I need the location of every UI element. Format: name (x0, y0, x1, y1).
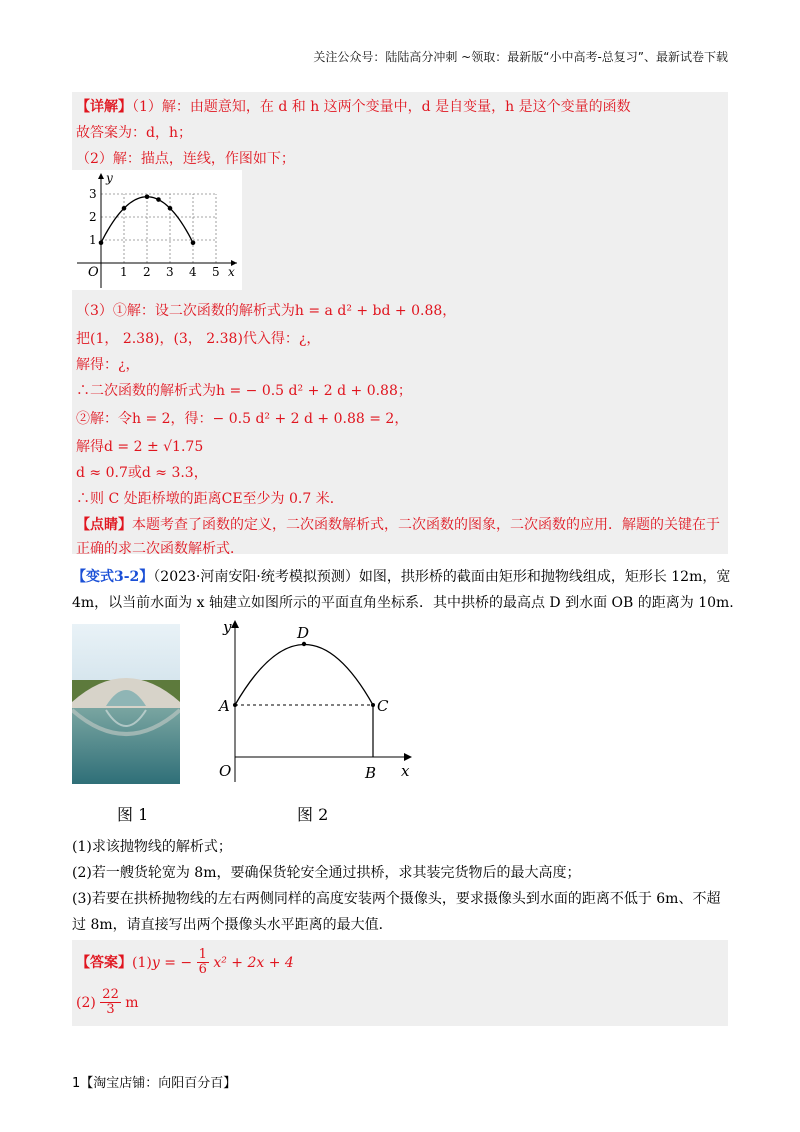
detail-p5: 解得：¿， (76, 357, 140, 373)
page-header: 关注公众号：陆陆高分冲刺 ~领取：最新版“小中高考-总复习”、最新试卷下载 (313, 50, 728, 64)
x-tick-label: 5 (212, 265, 220, 279)
detail-p8: 解得d = 2 ± √1.75 (76, 439, 204, 455)
detail-p4: 把(1， 2.38)，(3， 2.38)代入得：¿， (76, 331, 321, 347)
data-point (156, 197, 161, 202)
detail-p1b: 故答案为：d，h； (76, 125, 192, 141)
x-tick-label: 3 (166, 265, 174, 279)
detail-p3: （3）①解：设二次函数的解析式为h = a d² + bd + 0.88， (76, 303, 457, 319)
x-tick-label: 2 (143, 265, 151, 279)
fraction-1-6: $\frac{1}{6}$ (198, 947, 207, 978)
question-1: (1)求该抛物线的解析式； (72, 839, 232, 855)
label-o: O (219, 762, 232, 780)
tip-line1: 【点睛】本题考查了函数的定义，二次函数解析式，二次函数的图象，二次函数的应用．解题的关键在于 (76, 517, 720, 533)
tip-line2: 正确的求二次函数解析式． (76, 541, 244, 557)
point-d (302, 642, 306, 646)
detail-label: 【详解】 (76, 99, 132, 115)
label-y: y (223, 618, 232, 636)
y-axis-label: y (106, 171, 113, 185)
question-2: (2)若一艘货轮宽为 8m，要确保货轮安全通过拱桥，求其装完货物后的最大高度； (72, 865, 581, 881)
y-tick-label: 1 (89, 233, 97, 247)
data-point (191, 240, 196, 245)
question-3-cont: 过 8m，请直接写出两个摄像头水平距离的最大值． (72, 917, 393, 933)
caption-fig2: 图 2 (297, 805, 329, 824)
data-point (145, 194, 150, 199)
point-c (371, 703, 375, 707)
detail-p1: 【详解】（1）解：由题意知，在 d 和 h 这两个变量中，d 是自变量，h 是这个变量的函数 (76, 99, 631, 115)
answer-line2: (2) $\frac{22}{3}$ m (76, 987, 139, 1018)
x-tick-label: 4 (189, 265, 197, 279)
detail-p9: d ≈ 0.7或d ≈ 3.3， (76, 465, 208, 481)
variant-line2: 4m，以当前水面为 x 轴建立如图所示的平面直角坐标系．其中拱桥的最高点 D 到水面 OB 的距离为 10m. (72, 595, 734, 611)
label-c: C (377, 697, 389, 715)
origin-label: O (88, 265, 99, 280)
parabola-graph (72, 170, 242, 290)
bridge-coordinate-figure (205, 612, 420, 792)
tip-label: 【点睛】 (76, 517, 132, 533)
bridge-photo (72, 624, 180, 784)
variant-label: 【变式3-2】 (72, 569, 154, 585)
x-tick-label: 1 (120, 265, 128, 279)
page-footer: 1【淘宝店铺：向阳百分百】 (72, 1076, 237, 1091)
question-3: (3)若要在拱桥抛物线的左右两侧同样的高度安装两个摄像头，要求摄像头到水面的距离不低于 6m、不超 (72, 891, 721, 907)
detail-p10: ∴则 C 处距桥墩的距离CE至少为 0.7 米． (76, 491, 344, 507)
detail-p6: ∴二次函数的解析式为h = − 0.5 d² + 2 d + 0.88； (76, 383, 412, 399)
detail-p7: ②解：令h = 2，得：− 0.5 d² + 2 d + 0.88 = 2， (76, 411, 409, 427)
y-tick-label: 2 (89, 210, 97, 224)
answer-label: 【答案】 (76, 954, 132, 971)
x-axis-label: x (228, 265, 235, 279)
detail-p2: （2）解：描点，连线，作图如下； (76, 151, 295, 167)
label-x: x (401, 762, 410, 780)
data-point (168, 206, 173, 211)
label-b: B (365, 764, 377, 782)
label-d: D (297, 624, 310, 642)
y-tick-label: 3 (89, 187, 97, 201)
caption-fig1: 图 1 (117, 805, 149, 824)
fraction-22-3: $\frac{22}{3}$ (102, 987, 119, 1018)
arch-parabola (235, 645, 373, 706)
point-a (233, 703, 237, 707)
label-a: A (219, 697, 230, 715)
answer-line1: 【答案】(1)y = − $\frac{1}{6}$ x² + 2x + 4 (76, 947, 294, 978)
variant-line1: 【变式3-2】（2023·河南安阳·统考模拟预测）如图，拱形桥的截面由矩形和抛物线组成，矩形长 12m，宽 (72, 569, 731, 585)
data-point (122, 206, 127, 211)
data-point (99, 240, 104, 245)
